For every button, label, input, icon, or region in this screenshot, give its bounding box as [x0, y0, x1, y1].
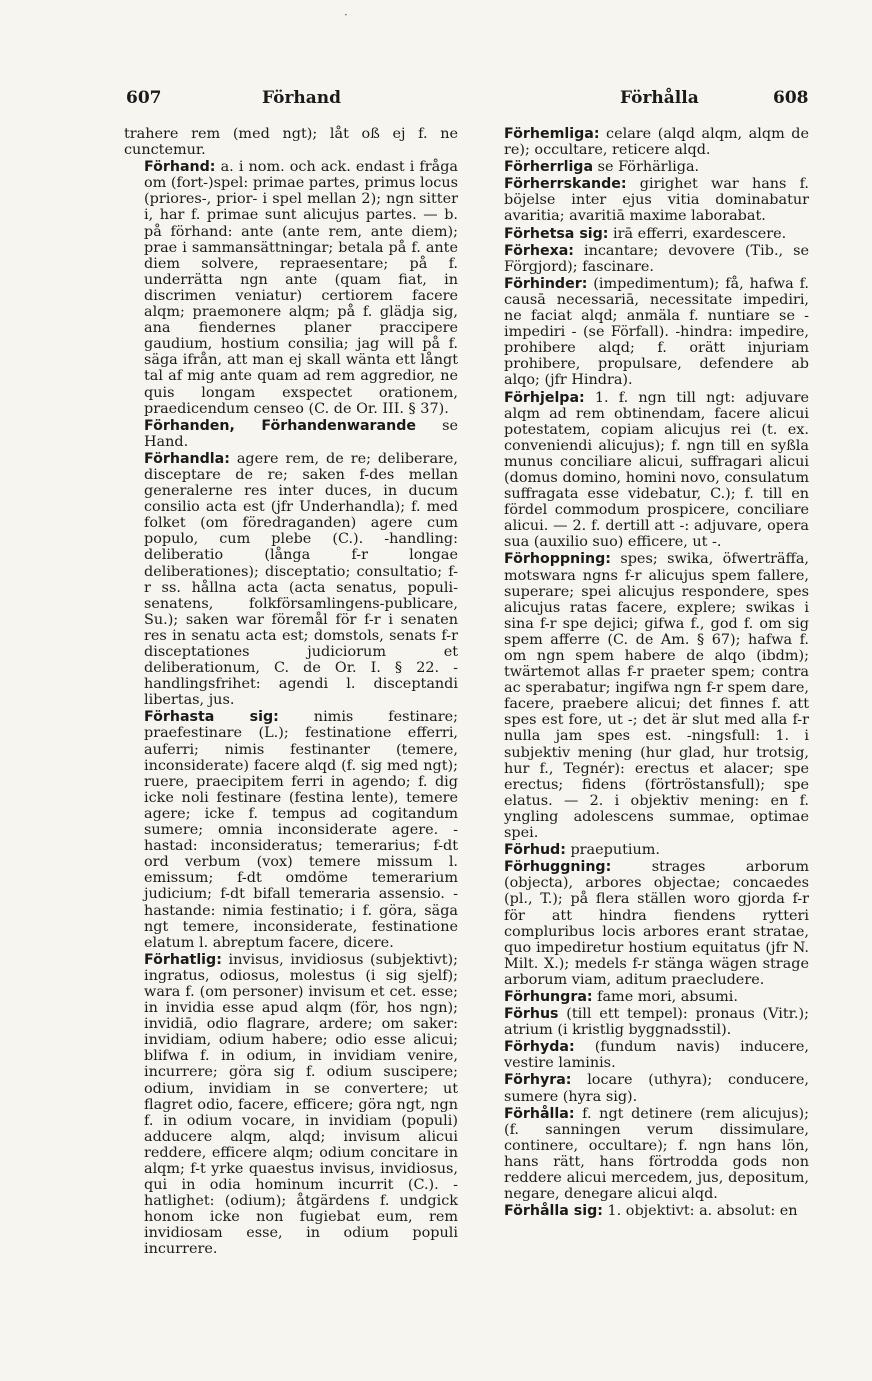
entry-definition: (impedimentum); få, hafwa f. causā necessariā, necessitate impediri, ne faciat alqd; anmäla f. nuntiare se - impediri - (se Förfall). -hindra: impedire, prohibere alqd; f. orätt injuriam prohibere, propulsare, defendere ab alqo; (jfr Hindra). — [504, 275, 809, 389]
entry-definition: se Förhärliga. — [593, 159, 700, 176]
entry-definition: trahere rem (med ngt); låt oß ej f. ne cunctemur. — [124, 126, 458, 159]
dictionary-entry — [124, 709, 458, 950]
entry-headword: Förhålla sig: — [504, 1203, 603, 1220]
entry-definition: locare (uthyra); conducere, sumere (hyra sig). — [504, 1072, 809, 1105]
entry-definition: fame mori, absumi. — [592, 988, 738, 1005]
dictionary-entry — [484, 551, 809, 841]
entry-definition: spes; swika, öfwerträffa, motswara ngns f-r alicujus spem fallere, superare; spei alicujus respondere, spes alicujus ratas facere, explere; swikas i sina f-r spe dejici; gifwa f., god f. om sig spem afferre (C. de Am. § 67); hafwa f. om ngn spem habere de alqo (ibdm); twärtemot allas f-r praeter spem; contra ac sperabatur; ingifwa ngn f-r spem dare, facere, praebere alicui; det finnes f. att spes est fore, ut -; det är slut med alla f-r nulla jam spes est. -ningsfull: 1. i subjektiv mening (hur glad, hur trotsig, hur f., Tegnér): erectus et alacer; spe erectus; fidens (förtröstansfull); spe elatus. — 2. i objektiv mening: en f. yngling adolescens summae, optimae spei. — [504, 551, 809, 842]
left-column — [124, 126, 458, 1259]
dictionary-entry — [484, 989, 809, 1005]
dictionary-entry — [484, 226, 809, 242]
entry-definition: 1. f. ngn till ngt: adjuvare alqm ad rem obtinendam, facere alicui potestatem, copiam alicujus rei (t. ex. conveniendi alicujus); f. ngn till en syßla munus conciliare alicui, suffragari alicui (domus domino, homini novo, consulatum suffragata esse videbatur, C.); f. till en fördel commodum prospicere, conciliare alicui. — 2. f. dertill att -: adjuvare, opera sua (auxilio suo) efficere, ut -. — [504, 389, 809, 551]
dictionary-entry — [124, 159, 458, 417]
entry-definition: (fundum navis) inducere, vestire laminis. — [504, 1039, 809, 1072]
entry-definition: celare (alqd alqm, alqm de re); occultare, reticere alqd. — [504, 126, 809, 159]
dictionary-entry — [484, 1006, 809, 1038]
entry-headword: Förhungra: — [504, 988, 593, 1005]
entry-headword: Förhus — [504, 1006, 559, 1023]
speck-mark: · — [344, 8, 348, 22]
dictionary-entry — [484, 126, 809, 158]
entry-headword: Förherrliga — [504, 159, 594, 176]
dictionary-entry — [124, 952, 458, 1258]
entry-headword: Förherrskande: — [504, 176, 627, 193]
dictionary-entry — [484, 176, 809, 224]
entry-headword: Förhyda: — [504, 1039, 575, 1056]
entry-headword: Förhyra: — [504, 1072, 572, 1089]
entry-definition: irā efferri, exardescere. — [608, 225, 787, 242]
entry-definition: se Hand. — [144, 417, 458, 450]
entry-headword: Förhålla: — [504, 1105, 575, 1122]
entry-headword: Förhanden, Förhandenwarande — [144, 417, 416, 434]
entry-definition: f. ngt detinere (rem alicujus); (f. sanningen verum dissimulare, continere, occultare); f. ngn hans lön, hans rätt, hans förtrodda gods non reddere alicui mercedem, jus, depositum, negare, denegare alicui alqd. — [504, 1105, 809, 1203]
entry-definition: a. i nom. och ack. endast i fråga om (fort-)spel: primae partes, primus locus (priores-, prior- i spel mellan 2); ngn sitter i, har f. primae sunt alicujus partes. — b. på förhand: ante (ante rem, ante diem); prae i sammansättningar; betala på f. ante diem solvere, repraesentare; på f. underrätta ngn ante (quam fiat, in discrimen veniatur) certiorem facere alqm; praemonere alqm; på f. glädja sig, ana fiendernes planer praccipere gaudium, hostium consilia; jag will på f. säga ifrån, att man ej skall wänta ett långt tal af mig ante quam ad rem aggredior, ne quis longam exspectet orationem, praedicendum censeo (C. de Or. III. § 37). — [144, 159, 458, 417]
entry-headword: Förhasta sig: — [144, 709, 279, 726]
entry-headword: Förhetsa sig: — [504, 225, 609, 242]
entry-definition: invisus, invidiosus (subjektivt); ingratus, odiosus, molestus (i sig sjelf); wara f. (om personer) invisum et cet. esse; in invidia esse apud alqm (för, hos ngn); invidiā, odio flagrare, ardere; om saker: invidiam, odium habere; odio esse alicui; blifwa f. in odium, in invidiam venire, incurrere; göra sig f. odium suscipere; odium, invidiam in se convertere; ut flagret odio, facere, efficere; göra ngt, ngn f. in odium vocare, in invidiam (populi) adducere alqm, alqd; invisum alicui reddere, efficere alqm; odium concitare in alqm; f-t yrke quaestus invisus, invidiosus, qui in odia hominum incurrit (C.). -hatlighet: (odium); åtgärdens f. undgick honom icke non fugiebat eum, rem invidiosam esse, in odium populi incurrere. — [144, 951, 458, 1258]
dictionary-entry — [124, 451, 458, 709]
right-running-headword: Förhålla — [620, 88, 699, 108]
left-page-number: 607 — [126, 88, 162, 108]
entry-headword: Förhjelpa: — [504, 389, 585, 406]
dictionary-entry — [484, 1203, 809, 1219]
dictionary-entry — [484, 159, 809, 175]
dictionary-entry — [484, 243, 809, 275]
entry-headword: Förhatlig: — [144, 951, 222, 968]
entry-headword: Förhemliga: — [504, 126, 600, 142]
entry-headword: Förhexa: — [504, 242, 574, 259]
entry-headword: Förhandla: — [144, 450, 230, 467]
page-header — [0, 88, 872, 112]
continued-text — [124, 126, 458, 158]
right-column — [484, 126, 809, 1220]
entry-headword: Förhud: — [504, 842, 566, 859]
dictionary-entry — [124, 418, 458, 450]
dictionary-entry — [484, 1106, 809, 1203]
entry-definition: (till ett tempel): pronaus (Vitr.); atrium (i kristlig byggnadsstil). — [504, 1006, 809, 1039]
entry-definition: agere rem, de re; deliberare, disceptare de re; saken f-des mellan generalerne res inter duces, in ducum consilio acta est (jfr Underhandla); f. med folket (om föredraganden) agere cum populo, cum plebe (C.). -handling: deliberatio (långa f-r longae deliberationes); disceptatio; consultatio; f-r ss. hållna acta (acta senatus, populi-senatens, folkförsamlingens-publicare, Su.); saken war föremål för f-r i senaten res in senatu acta est; domstols, senats f-r disceptationes judiciorum et deliberationum, C. de Or. I. § 22. -handlingsfrihet: agendi l. disceptandi libertas, jus. — [144, 450, 458, 709]
entry-definition: 1. objektivt: a. absolut: en — [602, 1203, 798, 1220]
dictionary-entry — [484, 1072, 809, 1104]
entry-headword: Förhand: — [144, 159, 216, 176]
entry-definition: strages arborum (objecta), arbores objectae; concaedes (pl., T.); på flera ställen woro gjorda f-r för att hindra fiendens rytteri compluribus locis arbores erant stratae, quo impediretur hostium equitatus (jfr N. Milt. X.); medels f-r stänga wägen strage arborum viam, aditum praecludere. — [504, 859, 809, 988]
entry-definition: nimis festinare; praefestinare (L.); festinatione efferri, auferri; nimis festinanter (temere, inconsiderate) facere alqd (f. sig med ngt); ruere, praecipitem ferri in agendo; f. dig icke noli festinare (festina lente), temere agere; icke f. tempus ad cogitandum sumere; omnia inconsiderate agere. -hastad: inconsideratus; temerarius; f-dt ord verbum (vox) temere missum l. emissum; f-dt omdöme temerarium judicium; f-dt bifall temeraria assensio. -hastande: nimia festinatio; i f. göra, säga ngt temere, inconsiderate, festinatione elatum l. abreptum facere, dicere. — [144, 709, 458, 951]
entry-definition: incantare; devovere (Tib., se Förgjord); fascinare. — [504, 242, 809, 275]
entry-definition: praeputium. — [565, 842, 661, 859]
dictionary-entry — [484, 1039, 809, 1071]
entry-definition: girighet war hans f. böjelse inter ejus vitia dominabatur avaritia; avaritiā maxime laborabat. — [504, 176, 809, 225]
dictionary-entry — [484, 276, 809, 389]
entry-headword: Förhinder: — [504, 275, 588, 292]
dictionary-entry — [484, 390, 809, 551]
entry-headword: Förhoppning: — [504, 551, 611, 568]
dictionary-entry — [484, 859, 809, 988]
right-page-number: 608 — [773, 88, 809, 108]
entry-headword: Förhuggning: — [504, 859, 612, 876]
left-running-headword: Förhand — [262, 88, 342, 108]
dictionary-entry — [484, 842, 809, 858]
